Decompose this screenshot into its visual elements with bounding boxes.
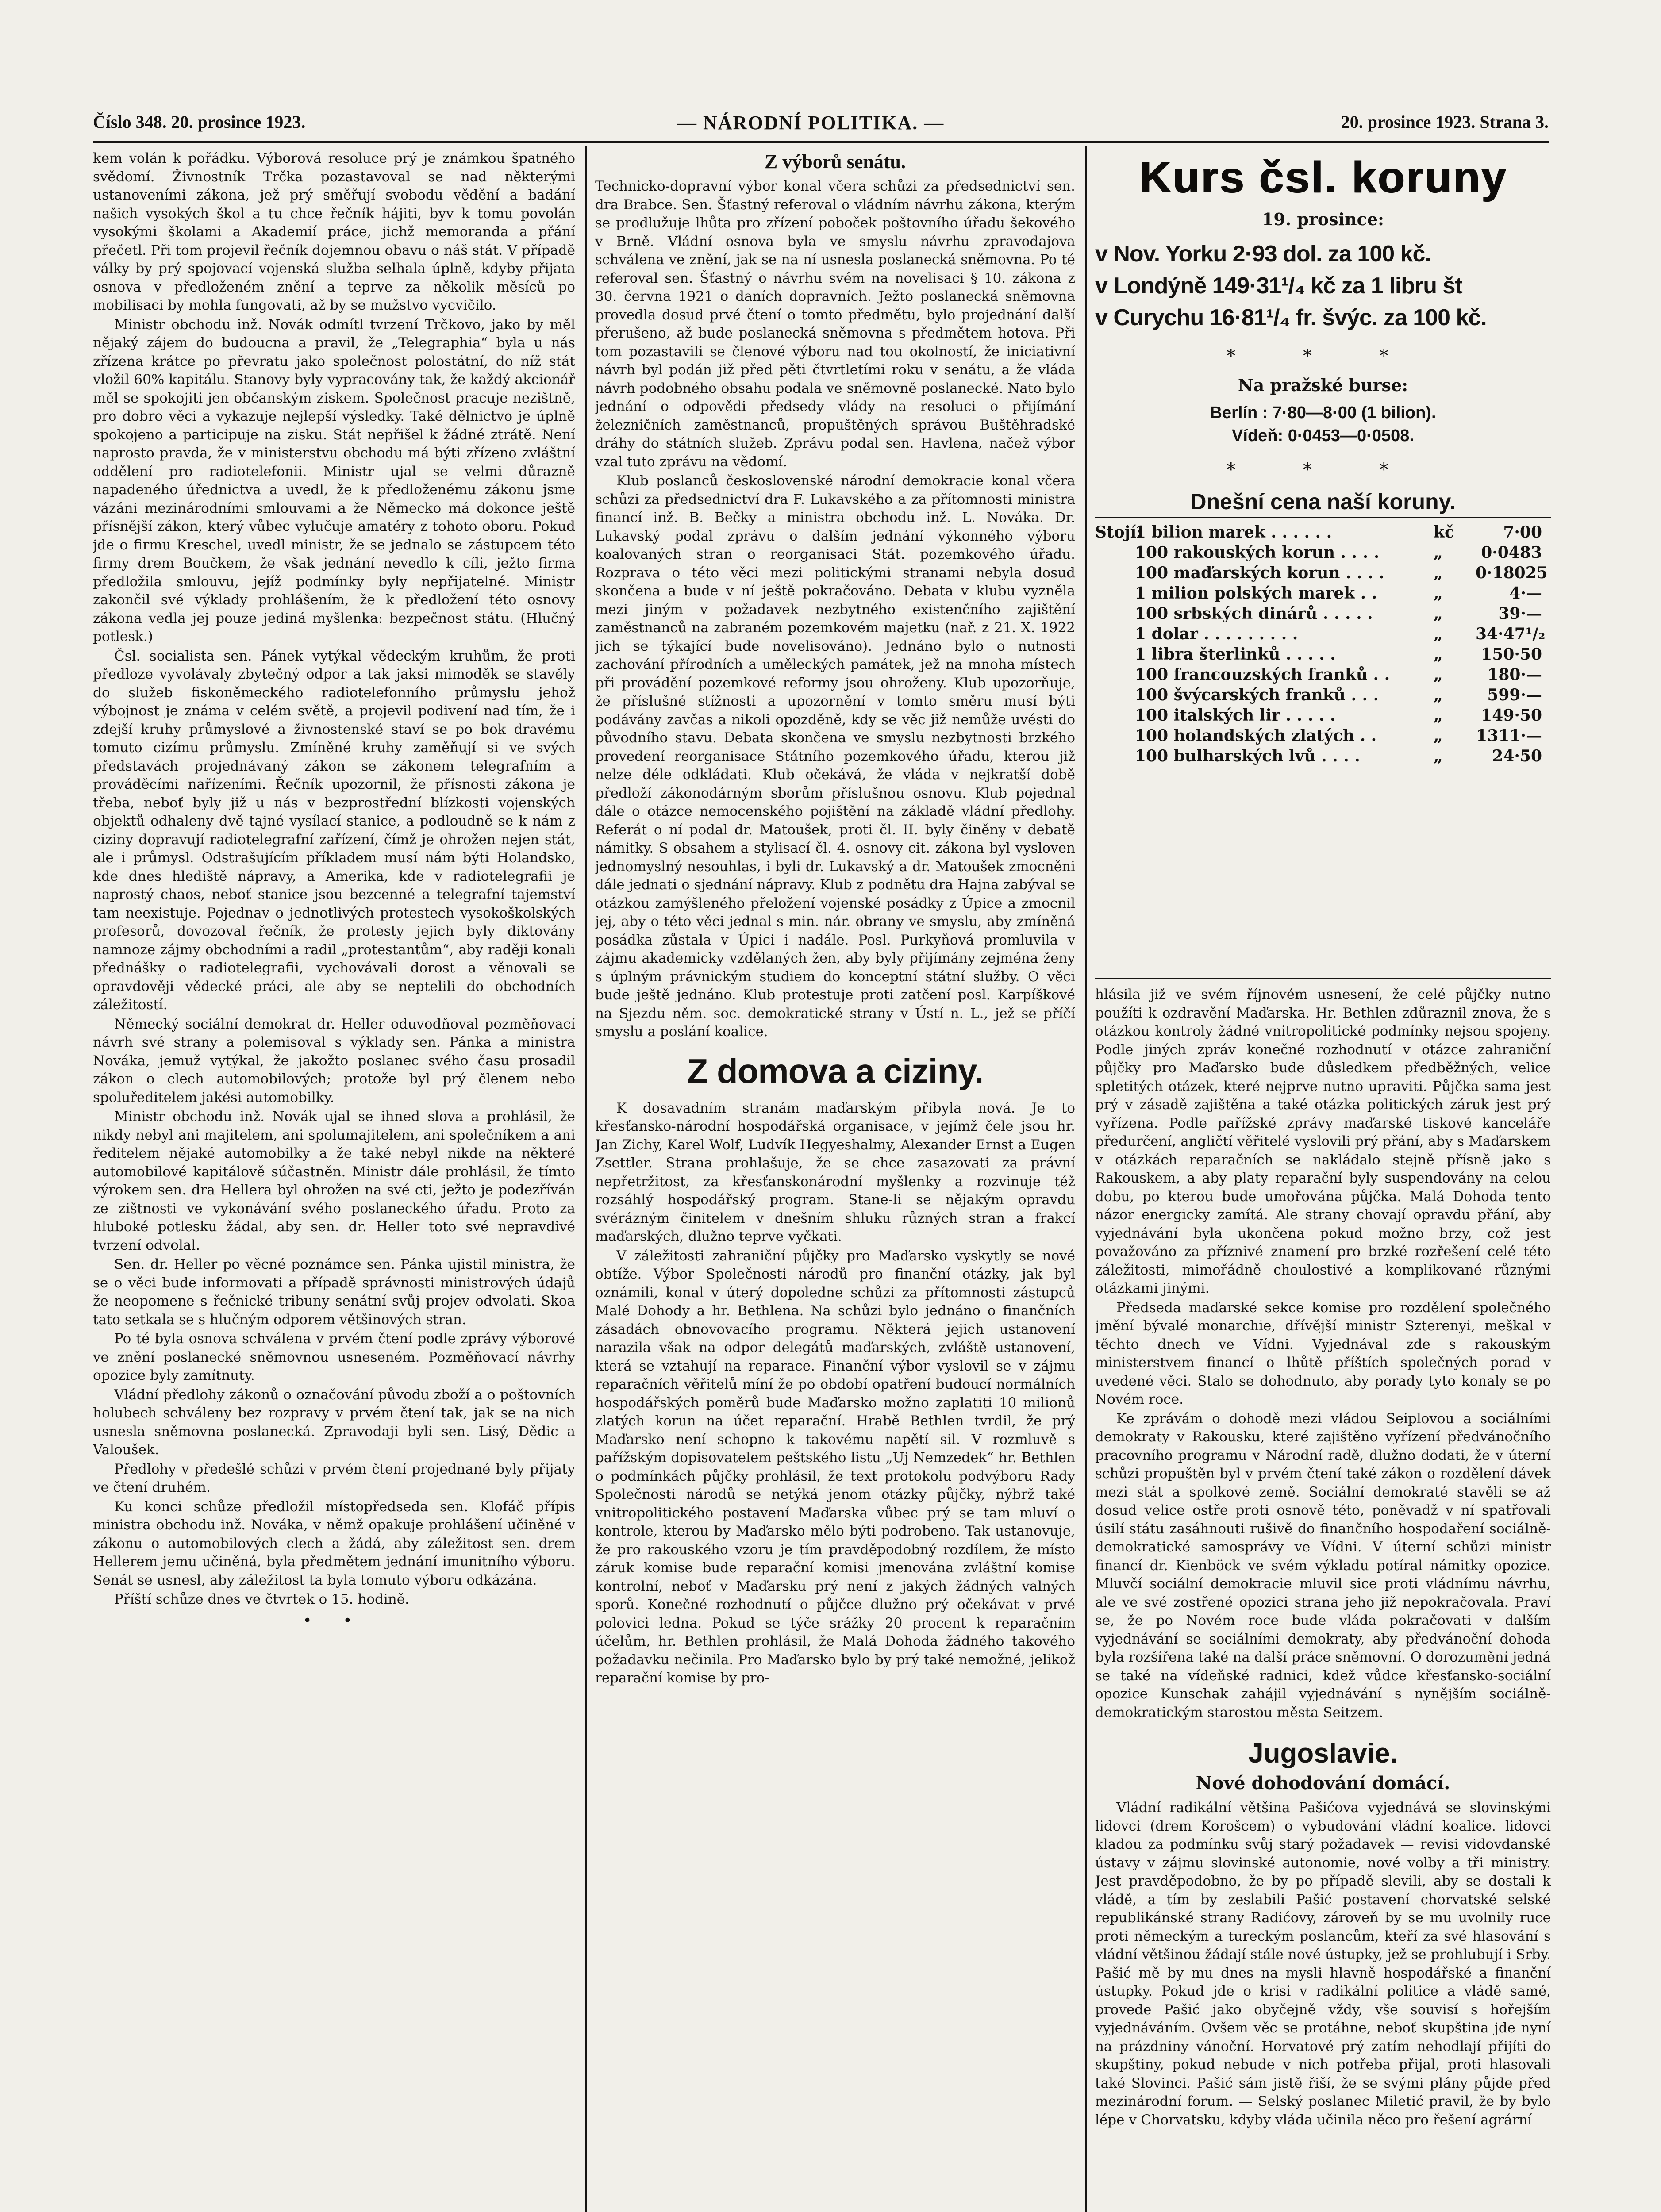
rate-label: 100 rakouských korun . . . . <box>1135 543 1380 562</box>
rate-row <box>1095 644 1551 664</box>
column-left <box>93 150 575 2212</box>
rate-label: 1 dolar . . . . . . . . . <box>1135 625 1298 643</box>
stars-divider: * * * <box>1227 346 1419 366</box>
rate-row <box>1095 624 1551 644</box>
paragraph: Vládní předlohy zákonů o označování původu zboží a o poštovních holubech schváleny bez rozpravy v prvém čtení tak, jak se na nich usnesla sněmovna poslanecká. Zpravodaji byli sen. Lisý, Dědic a Valoušek. <box>93 1386 575 1458</box>
hungary-austria-article <box>1095 986 1551 1722</box>
rate-row <box>1095 522 1551 542</box>
rate-unit: „ <box>1434 706 1443 725</box>
committee-article <box>595 177 1075 1041</box>
column-divider <box>1085 146 1087 2212</box>
rate-label: 100 maďarských korun . . . . <box>1135 564 1384 582</box>
paragraph: Vládní radikální většina Pašićova vyjednává se slovinskými lidovci (drem Korošcem) o vybudování vládní koalice. lidovci kladou za podmínku svůj starý požadavek — revisi vidovdanské ústavy v zájmu slovinské autonomie, nové volby a tři ministry. Jest pravděpodobno, že by po případě slevili, aby se dostali k vládě, a tím by zeslabili Pašić postavení chorvatské selské republikánské strany Radićovy, zároveň by se mu uvolnily ruce proti německým a tureckým poslancům, kteří za své hlasování s vládní většinou žádají stále nové ústupky, jež se prohlubují i Srby. Pašić mě by mu dnes na mysli hlavně hospodářské a finanční ústupky. Pokud jde o krisi v radikální politice a vládě samé, provede Pašić jako obyčejně vždy, vše souvisí s hořejším vyjednáváním. Ovšem věc se protáhne, neboť skupština jde nyní na prázdniny vánoční. Horvatové prý zatím nehodlají přijíti do skupštiny, pokud nebude v nich potřeba přijal, proti hlasovali také Slovinci. Pašić sám jistě řiší, že se svými plány půjde před mezinárodní forum. — Selský poslanec Miletić pravil, že by bylo lépe v Chorvatsku, kdyby vláda učinila něco pro řešení agrární <box>1095 1800 1551 2128</box>
rate-row <box>1095 664 1551 685</box>
burse-berlin: Berlín : 7·80—8·00 (1 bilion). <box>1210 403 1436 422</box>
rate-label: 1 libra šterlinků . . . . . <box>1135 645 1336 664</box>
box-bottom-rule <box>1095 978 1551 979</box>
exchange-title: Kurs čsl. koruny <box>1139 153 1507 202</box>
section-title: Z výborů senátu. <box>764 151 906 173</box>
rate-label: 100 srbských dinárů . . . . . <box>1135 604 1373 623</box>
rate-unit: „ <box>1434 665 1443 684</box>
header-rule <box>93 141 1549 143</box>
rate-value: 24·50 <box>1492 747 1542 765</box>
section-heading: Jugoslavie. <box>1248 1738 1398 1769</box>
column-right <box>1095 150 1551 2212</box>
rate-unit: „ <box>1434 543 1443 562</box>
paragraph: Ministr obchodu inž. Novák ujal se ihned slova a prohlásil, že nikdy nebyl ani majitelem, ani spolumajitelem, ani společníkem a ani ředitelem nějaké automobilky a že také nebyl nikde na některé automobilové kapitálově súčastněn. Ministr dále prohlásil, že tímto výrokem sen. dra Hellera byl ohrožen na své cti, ježto je podezříván ze zištnosti ve vykonávání svého poslaneckého úřadu. Proto za hluboké potlesku žádal, aby sen. dr. Heller toto své nepravdivé tvrzení odvolal. <box>93 1109 575 1253</box>
rate-label: 100 francouzských franků . . <box>1135 665 1390 684</box>
end-mark: • • <box>303 1611 365 1629</box>
exchange-rate-box <box>1095 152 1551 979</box>
masthead-title: — NÁRODNÍ POLITIKA. — <box>677 112 945 134</box>
rate-unit: „ <box>1434 564 1443 582</box>
paragraph: Ku konci schůze předložil místopředseda sen. Klofáč přípis ministra obchodu inž. Nováka, v němž opakuje prohlášení učiněné v zákonu o automobilových clech a žádá, aby záležitost sen. drem Hellerem jemu učiněná, byla předmětem jednání imunitního výboru. Senát se usnesl, aby záležitost ta byla tomuto výboru odkázána. <box>93 1498 575 1588</box>
rate-value: 7·00 <box>1503 523 1542 541</box>
rate-unit: „ <box>1434 625 1443 643</box>
rate-stoji-label: Stojí: <box>1095 523 1142 541</box>
paragraph: Německý sociální demokrat dr. Heller oduvodňoval pozměňovací návrh své strany a polemisoval s výklady sen. Pánka a ministra Nováka, jemuž vytýkal, že jakožto poslanec svého času prosadil zákon o clech automobilových; protože byl prý členem nebo spoluředitelem jakési automobilky. <box>93 1016 575 1106</box>
paragraph: Klub poslanců československé národní demokracie konal včera schůzi za předsednictví dra F. Lukavského a za přítomnosti ministra financí inž. B. Bečky a ministra obchodu inž. L. Nováka. Dr. Lukavský podal zprávu o dalším jednání výkonného výboru koalovaných stran o reorganisaci Stát. pozemkového úřadu. Rozprava o této věci mezi politickými stranami nebyla dosud skončena a bude v ní ještě pokračováno. Debata v klubu vyzněla mezi jiným v požadavek nezbytného existenčního zajištění zaměstnanců na zabraném pozemkovém majetku (nař. z 21. X. 1922 jich se týkající bude novelisováno). Jednáno bylo o nutnosti zachování přírodních a uměleckých památek, jež na mnoha místech při provádění pozemkové reformy jsou ohroženy. Klub upozorňuje, že příslušné stížnosti a upozornění v tomto směru musí býti podávány zavčas a nikoli opozděně, kdy se věc již nemůže uvésti do původního stavu. Debata skončena ve smyslu nezbytnosti brzkého provedení reorganisace Státního pozemkového úřadu, kterou již nelze déle odkládati. Klub očekává, že vláda v nejkratší době předloží zákonodárným sborům příslušnou osnovu. Klub pojednal dále o otázce nemocenského pojištění na základě vládní předlohy. Referát o ní podal dr. Matoušek, proti čl. II. byly činěny v debatě námitky. S obsahem a stylisací čl. 4. osnovy cit. zákona byl vysloven jednomyslný nesouhlas, i byli dr. Lukavský a dr. Matoušek zmocněni dále jednati o sjednání nápravy. Klub z podnětu dra Hajna zabýval se otázkou zamýšleného přeložení vojenské posádky z Úpice a zmocnil jej, aby o této věci jednal s min. nár. obrany ve smyslu, aby zmíněná posádka zůstala v Úpici i nadále. Posl. Purkyňová promluvila v zájmu akademicky vzdělaných žen, aby byly přijímány zejména ženy s úplným právnickým studiem do konceptní státní služby. O věci bude ještě jednáno. Klub protestuje proti zatčení posl. Karpíškové na Sjezdu něm. soc. demokratické strany v Ústí n. L., jež se příčí smyslu a poslání koalice. <box>595 473 1075 1040</box>
rate-label: 1 milion polských marek . . <box>1135 584 1377 603</box>
exchange-date: 19. prosince: <box>1261 209 1384 229</box>
rate-unit: „ <box>1434 686 1443 704</box>
rate-value: 1311·— <box>1476 726 1542 745</box>
paragraph: Příští schůze dnes ve čtvrtek o 15. hodině. <box>114 1591 409 1607</box>
yugoslavia-article <box>1095 1799 1551 2129</box>
rate-london: v Londýně 149·31¹/₄ kč za 1 libru št <box>1095 273 1462 299</box>
paragraph: Technicko-dopravní výbor konal včera schůzi za předsednictví sen. dra Brabce. Sen. Šťastný referoval o vládním návrhu zákona, kterým se prodlužuje lhůta pro zřízení poboček poštovního úřadu šekového v Brně. Vládní osnova byla ve smyslu návrhu zpravodajova schválena ve znění, jak se na ní usnesla poslanecká sněmovna. Po té referoval sen. Šťastný o návrhu svém na novelisaci § 10. zákona z 30. června 1921 o daních dopravních. Ježto poslanecká sněmovna provedla dosud prvé čtení o tomto předmětu, bylo projednání další přerušeno, až bude poslanecká sněmovna s předmětem hotova. Při tom pozastavili se členové výboru nad tou okolností, že iniciativní návrh byl podán již před pěti čtvrtletími roku v senátu, a že vláda návrh podobného obsahu podala ve sněmovně poslanecké. Nato bylo jednání o odpovědi předsedy vlády na resoluci o přijímání železničních zaměstnanců, propuštěných správou Buštěhradské dráhy do státních služeb. Zprávu podal sen. Havlena, načež výbor vzal tuto zprávu na vědomí. <box>595 178 1075 470</box>
burse-vienna: Vídeň: 0·0453—0·0508. <box>1232 426 1414 445</box>
paragraph: V záležitosti zahraniční půjčky pro Maďarsko vyskytly se nové obtíže. Výbor Společnosti národů pro finanční otázky, jak byl oznámili, konal v úterý dopoledne schůzi za přítomnosti zástupců Malé Dohody a hr. Bethlena. Na schůzi bylo jednáno o finančních zásadách obnovovacího programu. Některá jejich ustanovení narazila však na odpor delegátů maďarských, zvláště ustanovení, která se vztahují na reparace. Finanční výbor vyslovil se v zájmu reparačních věřitelů míní že po období opatření budoucí normálních hospodářských poměrů bude Maďarsko možno zaplatiti 10 milionů zlatých korun na účet reparační. Hrabě Bethlen tvrdil, že prý Maďarsko není schopno k takovému napětí sil. V rozmluvě s pařížským dopisovatelem peštského listu „Uj Nemzedek“ hr. Bethlen o podmínkách půjčky prohlásil, že text protokolu podvýboru Rady Společnosti národů se netýká jenom otázky půjčky, nýbrž také vnitropolitického postavení Maďarska vůbec prý se tam mluví o kontrole, kterou by Maďarsko mělo býti podrobeno. Tak ustanovuje, že pro rakouského vzoru je tím pravděpodobný rozdílem, že místo záruk komise bude reparační komisi jmenována zvláštní komise kontrolní, neboť v Maďarsku prý není z jakých žádných valných sporů. Konečné rozhodnutí o půjčce dlužno prý očekávat v prvé polovici ledna. Pokud se týče srážky 20 procent k reparačním účelům, hr. Bethlen prohlásil, že Malá Dohoda žádného takového požadavku nečinila. Pro Maďarsko bylo by prý také nemožné, jelikož reparační komise by pro- <box>595 1248 1075 1686</box>
rate-unit: „ <box>1434 604 1443 623</box>
rate-row <box>1095 583 1551 603</box>
rate-value: 0·18025 <box>1476 564 1548 582</box>
rate-label: 1 bilion marek . . . . . . <box>1135 523 1332 541</box>
rate-row <box>1095 563 1551 583</box>
rate-label: 100 holandských zlatých . . <box>1135 726 1377 745</box>
issue-number: Číslo 348. 20. prosince 1923. <box>93 112 306 132</box>
section-heading: Z domova a ciziny. <box>687 1051 984 1091</box>
rate-table <box>1095 522 1551 766</box>
paragraph: Čsl. socialista sen. Pánek vytýkal vědeckým kruhům, že proti předloze vyvolávaly zbytečný odpor a tak jaksi mimoděk se stavěly do služeb fiskoněmeckého radiotelefonního průmyslu jehož výbojnost je známa v celém světě, a projevil podivení nad tím, že i zdejší kruhy průmyslové a živnostenské staví se po bok dravému tomuto cizímu průmyslu. Zmíněné kruhy zaměňují si ve svých představách projednávaný zákon se zákonem telegrafním a prováděcími nařízeními. Řečník upozornil, že přísnosti zákona je třeba, neboť byly již u nás v bezprostřední blízkosti vojenských objektů odhaleny dvě tajné vysílací stanice, a podloudně se k nám z ciziny dopravují radiotelegrafní zařízení, čímž je ohrožen nejen stát, ale i průmysl. Odstrašujícím příkladem musí nám býti Holandsko, kde dnes hlediště nápravy, a Amerika, kde v radiotelegrafii je naprostý chaos, neboť stanice jsou bezcenné a telegrafní tajemství tam neexistuje. Pojednav o jednotlivých protestech vysokoškolských profesorů, dovozoval řečník, že protesty jejich byly diktovány namnoze zájmy obchodními a radil „protestantům“, aby raději konali přednášky o radiotelegrafii, vychovávali dorost a věnovali se opravdověji vědecké práci, ale aby se neptelili do obchodních záležitostí. <box>93 648 575 1013</box>
rate-unit: kč <box>1434 523 1454 541</box>
rate-row <box>1095 542 1551 563</box>
koruna-price-title: Dnešní cena naší koruny. <box>1190 489 1456 514</box>
rate-label: 100 švýcarských franků . . . <box>1135 686 1379 704</box>
paragraph: K dosavadním stranám maďarským přibyla nová. Je to křesťansko-národní hospodářská organisace, v jejímž čele jsou hr. Jan Zichy, Karel Wolf, Ludvík Hegyeshalmy, Alexander Ernst a Eugen Zsettler. Strana prohlašuje, že se chce zasazovati za právní nepřetržitost, za křesťanskonárodní myšlenky a rozvinuje též rozsáhlý hospodářský program. Stane-li se nějakým opravdu svérázným činitelem v dnešním shluku různých stran a frakcí maďarských, dlužno teprve vyčkati. <box>595 1100 1075 1244</box>
rate-newyork: v Nov. Yorku 2·93 dol. za 100 kč. <box>1095 241 1431 267</box>
rate-row <box>1095 685 1551 705</box>
article-subtitle: Nové dohodování domácí. <box>1196 1773 1450 1793</box>
column-middle <box>595 150 1075 2212</box>
rate-label: 100 bulharských lvů . . . . <box>1135 747 1360 765</box>
senate-debate-article <box>93 150 575 1609</box>
rate-unit: „ <box>1434 747 1443 765</box>
rate-row <box>1095 603 1551 624</box>
domestic-foreign-article <box>595 1099 1075 1688</box>
rate-row <box>1095 746 1551 766</box>
paragraph: Po té byla osnova schválena v prvém čtení podle zprávy výborové ve znění poslanecké sněmovnou usneseném. Pozměňovací návrhy opozice byly zamítnuty. <box>93 1331 575 1383</box>
paragraph: Ministr obchodu inž. Novák odmítl tvrzení Trčkovo, jako by měl nějaký zájem do budoucna a pravil, že „Telegraphia“ byla u nás zřízena krátce po převratu jako společnost polostátní, do níž stát vložil 60% kapitálu. Stanovy byly vypracovány tak, že každý akcionář měl se spokojiti jen občanským ziskem. Společnost pracuje nezištně, pro dobro věci a vykazuje nejlepší výsledky. Také dělnictvo je úplně spokojeno a participuje na zisku. Stát nepřišel k žádné ztrátě. Není naprosto pravda, že v ministerstvu obchodu má býti zřízeno zvláštní oddělení pro radiotelefonii. Ministr ujal se velmi důrazně napadeného úřednictva a uvedl, že k předloženému zákonu jsme vázáni mezinárodními smlouvami a že Německo má dokonce ještě přísnější zákon, který vůbec vylučuje amatéry z tohoto oboru. Pokud jde o firmu Kreschel, uvedl ministr, že se jednalo se zástupcem této firmy drem Boučkem, že však jednání nevedlo k cíli, ježto firma předložila smlouvu, jejíž podmínky byly nepřijatelné. Ministr zakončil své výklady prohlášením, že k předložení této osnovy zákona vedla jej pouze jediná myšlenka: bezpečnost státu. (Hlučný potlesk.) <box>93 316 575 645</box>
rate-value: 34·47¹/₂ <box>1476 625 1546 643</box>
paragraph: Sen. dr. Heller po věcné poznámce sen. Pánka ujistil ministra, že se o věci bude informovati a případě správnosti ministrových údajů že neopomene s řečnické tribuny senátní svůj projev odvolati. Skoa tato setkala se s hlučným odporem většinových stran. <box>93 1256 575 1328</box>
rate-unit: „ <box>1434 645 1443 664</box>
paragraph: Předseda maďarské sekce komise pro rozdělení společného jmění bývalé monarchie, dřívější ministr Szterenyi, meškal v těchto dnech ve Vídni. Vyjednával zde s rakouským ministerstvem financí o lhůtě příštích společných porad v uvedené věci. Stalo se dohodnuto, aby porady tyto konaly se po Novém roce. <box>1095 1299 1551 1407</box>
running-header <box>93 111 1549 142</box>
rate-value: 39·— <box>1498 604 1542 623</box>
paragraph: kem volán k pořádku. Výborová resoluce prý je známkou špatného svědomí. Živnostník Trčka pozastavoval se nad některými ustanoveními zákona, jež prý směřují svobodu vědění a badání našich vysokých škol a tu chce řečník hájiti, byv k tomu povolán vysokými školami a Akademií práce, jichž memoranda a přání přečetl. Při tom projevil řečník dojemnou obavu o náš stát. V případě války by prý spojovací vojenská služba selhala úplně, kdyby přijata osnova v předloženém znění a teprve za několik měsíců po mobilisaci by mohla fungovati, až by se mužstvo vycvičilo. <box>93 150 575 313</box>
rate-unit: „ <box>1434 726 1443 745</box>
rate-value: 599·— <box>1487 686 1542 704</box>
rate-value: 150·50 <box>1481 645 1542 664</box>
rate-zurich: v Curychu 16·81¹/₄ fr. švýc. za 100 kč. <box>1095 305 1487 330</box>
page-date: 20. prosince 1923. Strana 3. <box>1341 112 1549 132</box>
rate-value: 180·— <box>1487 665 1542 684</box>
paragraph: Ke zprávám o dohodě mezi vládou Seiplovou a sociálními demokraty v Rakousku, které zajištěno vyřízení předvánočního pracovního programu v Národní radě, dlužno dodati, že v úterní schůzi propuštěn byl v prvém čtení také zákon o rozdělení dávek mezi stát a spolkové země. Sociální demokraté stavěli se až dosud velice ostře proti osnově této, poněvadž v ní spatřovali úsilí státu zasáhnouti rušivě do finančního hospodaření sociálně-demokratické samosprávy ve Vídni. V úterní schůzi ministr financí dr. Kienböck ve svém výkladu potíral námitky opozice. Mluvčí sociální demokracie mluvil sice proti vládnímu návrhu, ale ve své zostřené opozici strana jeho již nepokračovala. Praví se, že po Novém roce bude vláda pokračovati v dalším vyjednávání se sociálními demokraty, aby předvánoční dohoda byla rozšířena také na další práce sněmovní. O dorozumění jedná se také na vídeňské radnici, kdež vůdce křesťansko-sociální opozice Kunschak zahájil vyjednávání s nynějším sociálně-demokratickým starostou města Seitzem. <box>1095 1410 1551 1720</box>
burse-title: Na pražské burse: <box>1238 375 1408 395</box>
rate-value: 0·0483 <box>1481 543 1542 562</box>
rate-value: 149·50 <box>1481 706 1542 725</box>
paragraph: Předlohy v předešlé schůzi v prvém čtení projednané byly přijaty ve čtení druhém. <box>93 1461 575 1495</box>
rate-row <box>1095 705 1551 726</box>
rate-value: 4·— <box>1509 584 1542 603</box>
column-divider <box>585 146 587 2212</box>
rate-unit: „ <box>1434 584 1443 603</box>
stars-divider: * * * <box>1227 460 1419 480</box>
paragraph: hlásila již ve svém říjnovém usnesení, že celé půjčky nutno použíti k ozdravění Maďarska. Hr. Bethlen zdůraznil znova, že s otázkou kontroly žádné vnitropolitické podmínky nejsou spojeny. Podle jiných zpráv konečné rozhodnutí v otázce zahraniční půjčky pro Maďarsko bude důsledkem předběžných, velice spletitých otázek, které nejprve nutno upraviti. Půjčka sama jest prý v zásadě zajištěna a také otázka politických záruk jest prý vyřízena. Podle pařížské zprávy maďarské tiskové kanceláře předurčení, angličtí věřitelé vyslovili prý přání, aby s Maďarskem v otázkách reparačních se nakládalo stejně přísně jako s Rakouskem, a aby platy reparační byly suspendovány na celou dobu, po kterou bude umořována půjčka. Malá Dohoda tento názor energicky zamítá. Ale strany chovají opravdu přání, aby vyjednávání byla ukončena pokud možno brzy, což jest považováno za příznivé znamení pro brzké rozřešení celé této záležitosti, mimořádně choulostivé a komplikované různými otázkami jinými. <box>1095 987 1551 1296</box>
rate-row <box>1095 726 1551 746</box>
rate-label: 100 italských lir . . . . . <box>1135 706 1336 725</box>
title-rule <box>1095 517 1551 518</box>
